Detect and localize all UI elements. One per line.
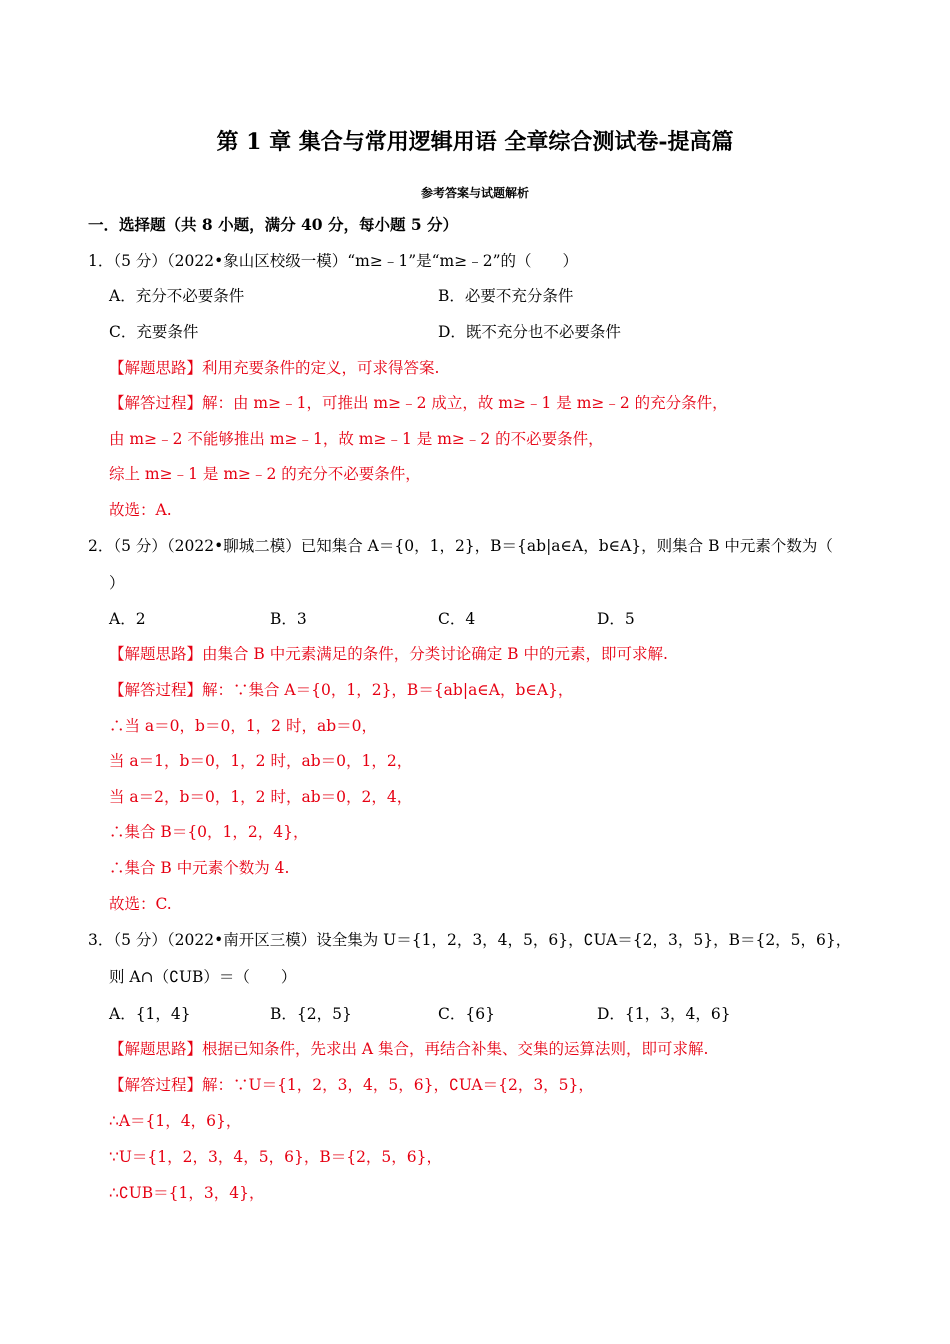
question-3-solution-idea: 【解题思路】根据已知条件，先求出 A 集合，再结合补集、交集的运算法则，即可求解. <box>109 1040 709 1058</box>
question-3-stem-cont: 则 A∩（∁UB）＝（ ） <box>109 968 297 986</box>
question-1-solution-line: 【解答过程】解：由 m≥﹣1，可推出 m≥﹣2 成立，故 m≥﹣1 是 m≥﹣2 的充分条件， <box>109 394 728 412</box>
question-2-solution-idea: 【解题思路】由集合 B 中元素满足的条件，分类讨论确定 B 中的元素，即可求解. <box>109 645 668 663</box>
question-1-option-a: A．充分不必要条件 <box>109 287 245 305</box>
question-1-solution-line: 由 m≥﹣2 不能够推出 m≥﹣1，故 m≥﹣1 是 m≥﹣2 的不必要条件， <box>109 430 604 448</box>
question-2-answer: 故选：C. <box>109 895 172 913</box>
question-3-solution-line: ∴A＝{1，4，6}， <box>109 1112 242 1130</box>
page-title: 第 1 章 集合与常用逻辑用语 全章综合测试卷-提高篇 <box>216 129 734 155</box>
question-2-stem-cont: ） <box>109 574 125 592</box>
question-1-answer: 故选：A. <box>109 501 172 519</box>
question-3-stem: 3．（5 分）（2022•南开区三模）设全集为 U＝{1，2，3，4，5，6}，∁UA＝{2，3，5}，B＝{2，5，6}， <box>88 931 852 949</box>
question-3-option-a: A．{1，4} <box>109 1005 191 1023</box>
question-2-solution-line: ∴集合 B 中元素个数为 4. <box>109 859 290 877</box>
question-2-solution-line: 当 a＝1，b＝0，1，2 时，ab＝0，1，2， <box>109 752 413 770</box>
question-2-solution-line: 当 a＝2，b＝0，1，2 时，ab＝0，2，4， <box>109 788 413 806</box>
question-1-solution-line: 综上 m≥﹣1 是 m≥﹣2 的充分不必要条件， <box>109 465 421 483</box>
question-1-option-b: B．必要不充分条件 <box>438 287 574 305</box>
question-2-stem: 2．（5 分）（2022•聊城二模）已知集合 A＝{0，1，2}，B＝{ab|a∈A，b∈A}，则集合 B 中元素个数为（ <box>88 537 833 555</box>
question-2-option-d: D．5 <box>597 610 635 628</box>
question-3-solution-line: ∴∁UB＝{1，3，4}， <box>109 1184 265 1202</box>
question-1-option-d: D．既不充分也不必要条件 <box>438 323 621 341</box>
question-1-stem: 1．（5 分）（2022•象山区校级一模）“m≥﹣1”是“m≥﹣2”的（ ） <box>88 252 579 270</box>
question-2-option-c: C．4 <box>438 610 476 628</box>
section-header: 一．选择题（共 8 小题，满分 40 分，每小题 5 分） <box>88 215 459 234</box>
page-subtitle: 参考答案与试题解析 <box>420 186 529 200</box>
question-3-option-b: B．{2，5} <box>270 1005 352 1023</box>
question-2-option-a: A．2 <box>109 610 146 628</box>
question-3-solution-line: ∵U＝{1，2，3，4，5，6}，B＝{2，5，6}， <box>109 1148 443 1166</box>
question-2-solution-line: 【解答过程】解：∵集合 A＝{0，1，2}，B＝{ab|a∈A，b∈A}， <box>109 681 574 699</box>
question-2-solution-line: ∴集合 B＝{0，1，2，4}， <box>109 823 309 841</box>
question-2-solution-line: ∴当 a＝0，b＝0，1，2 时，ab＝0， <box>109 717 377 735</box>
question-3-solution-line: 【解答过程】解：∵U＝{1，2，3，4，5，6}，∁UA＝{2，3，5}， <box>109 1076 594 1094</box>
question-2-option-b: B．3 <box>270 610 307 628</box>
question-1-option-c: C．充要条件 <box>109 323 199 341</box>
question-1-solution-idea: 【解题思路】利用充要条件的定义，可求得答案. <box>109 359 440 377</box>
question-3-option-d: D．{1，3，4，6} <box>597 1005 731 1023</box>
question-3-option-c: C．{6} <box>438 1005 495 1023</box>
